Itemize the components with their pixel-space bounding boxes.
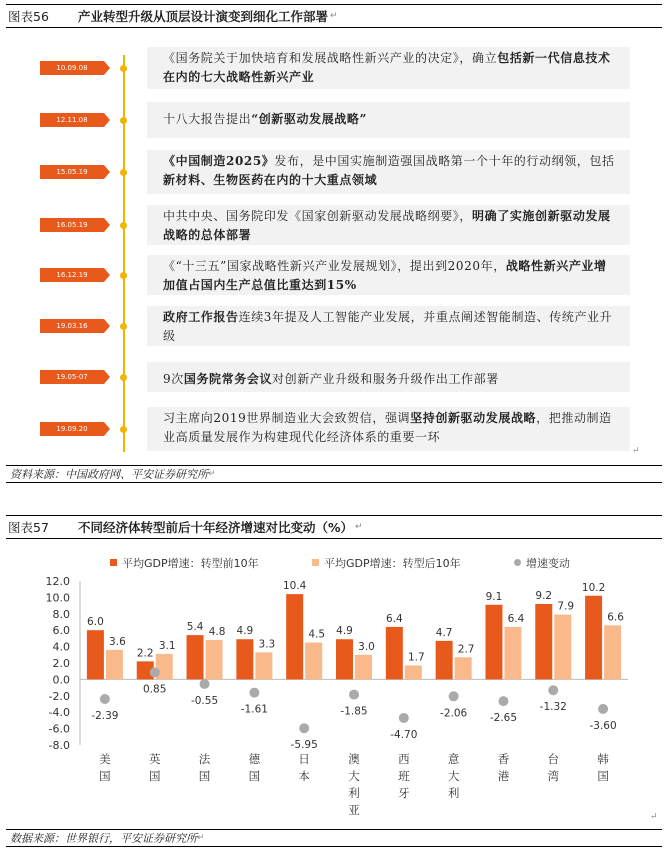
timeline-dot (120, 117, 127, 124)
timeline-event (147, 205, 630, 245)
data-label-before: 9.1 (485, 590, 503, 603)
category-label-char: 法 (198, 752, 211, 766)
return-mark-icon: ↵ (650, 812, 658, 822)
data-label-before: 10.2 (581, 581, 606, 594)
timeline-event (147, 407, 630, 451)
event-highlight: 国务院常务会议 (183, 372, 273, 386)
bar-before (535, 604, 552, 679)
bar-before (187, 635, 204, 679)
category-label-char: 港 (497, 769, 510, 783)
y-tick-label: -4.0 (48, 706, 70, 720)
data-label-change: -3.60 (589, 719, 617, 732)
category-label-char: 利 (447, 786, 460, 800)
y-tick-label: -2.0 (48, 689, 70, 703)
category-label-char: 国 (198, 769, 211, 783)
y-tick-label: -8.0 (48, 739, 70, 752)
data-label-after: 7.9 (557, 600, 575, 613)
change-marker (598, 704, 608, 714)
category-label-char: 日 (298, 752, 310, 766)
data-label-change: -0.55 (190, 694, 219, 707)
change-marker (399, 713, 409, 723)
timeline-dot (120, 323, 127, 330)
return-mark-icon: ↵ (330, 11, 338, 21)
change-marker (249, 688, 259, 698)
return-mark-icon: ↵ (197, 833, 205, 843)
data-label-before: 4.9 (336, 625, 353, 638)
category-label-char: 国 (597, 769, 609, 783)
bar-before (236, 639, 253, 679)
bar-before (336, 639, 353, 679)
legend-swatch (312, 559, 319, 566)
timeline-event (147, 47, 630, 89)
data-label-change: -4.70 (390, 728, 418, 741)
bar-before (386, 627, 403, 679)
y-tick-label: 8.0 (52, 607, 70, 621)
figure56-title-bar (6, 4, 662, 28)
data-label-after: 3.0 (358, 640, 375, 653)
timeline-date: 15.05.19 (40, 165, 104, 179)
event-highlight: 战略性新兴产业增加值占国内生产总值比重达到15% (163, 259, 607, 292)
bar-after (355, 655, 372, 680)
event-text: 《“十三五”国家战略性新兴产业发展规划》，提出到2020年， (163, 259, 506, 273)
legend-label: 平均GDP增速：转型后10年 (324, 557, 461, 570)
bar-before (485, 605, 502, 680)
timeline-dot (120, 272, 127, 279)
y-tick-label: 0.0 (52, 673, 70, 687)
figure57-source (6, 829, 662, 847)
timeline-date: 12.11.08 (40, 113, 104, 127)
bar-after (554, 615, 571, 680)
data-label-change: -2.65 (489, 712, 518, 725)
timeline-date: 16.12.19 (40, 268, 104, 282)
timeline-dot (120, 426, 127, 433)
return-mark-icon: ↵ (355, 522, 363, 532)
legend-label: 增速变动 (526, 557, 570, 570)
figure56-source (6, 465, 662, 483)
data-label-after: 3.1 (158, 639, 176, 652)
category-label-char: 西 (398, 752, 410, 766)
figure57-title: 不同经济体转型前后十年经济增速对比变动（%） (78, 520, 354, 535)
timeline-event (147, 102, 630, 138)
data-label-before: 4.7 (435, 626, 453, 639)
event-text: 9次 (163, 372, 184, 386)
change-marker (100, 694, 110, 704)
event-highlight: 坚持创新驱动发展战略 (410, 411, 537, 425)
legend-swatch (514, 559, 521, 566)
data-label-before: 6.4 (385, 612, 403, 625)
data-label-after: 6.6 (607, 611, 624, 624)
data-label-change: -1.85 (340, 705, 368, 718)
return-mark-icon: ↵ (632, 446, 640, 456)
event-text: 习主席向2019世界制造业大会致贺信，强调 (163, 411, 411, 425)
event-highlight: 《中国制造2025》 (163, 154, 275, 168)
category-label-char: 香 (497, 752, 510, 766)
category-label-char: 本 (298, 769, 310, 783)
event-text: 连续3年提及人工智能产业发展，并重点阐述智能制造、传统产业升级 (163, 310, 613, 343)
bar-after (255, 652, 272, 679)
bar-after (305, 643, 322, 680)
bar-after (405, 665, 422, 679)
event-text: ，把推动制造业高质量发展作为构建现代化经济体系的重要一环 (163, 411, 612, 444)
event-text: 对创新产业升级和服务升级作出工作部署 (272, 372, 499, 386)
category-label-char: 国 (99, 769, 111, 783)
data-label-before: 2.2 (136, 647, 154, 660)
timeline-dot (120, 169, 127, 176)
data-label-after: 3.3 (258, 638, 276, 651)
category-label-char: 大 (447, 769, 460, 783)
event-highlight: 政府工作报告 (163, 310, 239, 324)
category-label-char: 亚 (348, 803, 360, 817)
event-highlight: “创新驱动发展战略” (251, 112, 368, 126)
data-label-before: 6.0 (87, 616, 104, 629)
bar-before (286, 594, 303, 679)
bar-after (455, 657, 472, 679)
category-label-char: 牙 (398, 786, 410, 800)
timeline-date: 19.05-07 (40, 370, 104, 384)
data-label-before: 5.4 (186, 621, 204, 634)
figure57-source-text: 数据来源：世界银行，平安证券研究所 (10, 832, 197, 845)
change-marker (548, 685, 558, 695)
category-label-char: 澳 (348, 752, 360, 766)
data-label-before: 10.4 (282, 580, 307, 593)
data-label-after: 6.4 (507, 612, 525, 625)
category-label-char: 利 (348, 786, 360, 800)
timeline-axis (123, 55, 125, 452)
legend-label: 平均GDP增速：转型前10年 (122, 557, 259, 570)
bar-after (106, 650, 123, 680)
timeline-event (147, 150, 630, 194)
category-label-char: 美 (99, 752, 111, 766)
event-text: 《国务院关于加快培育和发展战略性新兴产业的决定》，确立 (163, 51, 498, 65)
data-label-after: 2.7 (457, 643, 475, 656)
change-marker (200, 679, 210, 689)
figure57-label: 图表57 (8, 520, 49, 535)
category-label-char: 大 (348, 769, 360, 783)
timeline-date: 16.05.19 (40, 218, 104, 232)
category-label-char: 英 (148, 752, 161, 766)
data-label-change: -1.61 (240, 703, 268, 716)
timeline-dot (120, 222, 127, 229)
change-marker (349, 690, 359, 700)
data-label-after: 1.7 (407, 651, 425, 664)
bar-before (87, 630, 104, 679)
timeline-dot (120, 65, 127, 72)
data-label-change: -5.95 (290, 739, 318, 752)
timeline-event (147, 362, 630, 392)
event-text: 中共中央、国务院印发《国家创新驱动发展战略纲要》， (163, 209, 473, 223)
data-label-after: 4.8 (208, 626, 226, 639)
event-highlight: 包括新一代信息技术在内的七大战略性新兴产业 (163, 51, 611, 84)
bar-before (436, 641, 453, 680)
data-label-change: -1.32 (539, 701, 567, 714)
y-tick-label: 4.0 (52, 640, 70, 654)
category-label-char: 台 (547, 752, 560, 766)
change-marker (150, 667, 160, 677)
change-marker (299, 723, 309, 733)
figure56-source-text: 资料来源：中国政府网、平安证券研究所 (10, 468, 208, 481)
data-label-change: -2.06 (440, 707, 468, 720)
category-label-char: 湾 (547, 769, 560, 783)
data-label-change: 0.85 (143, 683, 167, 696)
y-tick-label: 10.0 (45, 591, 70, 605)
data-label-after: 4.5 (308, 628, 326, 641)
y-tick-label: 12.0 (45, 575, 70, 588)
y-tick-label: -6.0 (48, 722, 70, 736)
figure57-title-bar (6, 515, 662, 539)
category-label-char: 德 (248, 752, 261, 766)
y-tick-label: 6.0 (52, 624, 70, 638)
data-label-after: 3.6 (109, 635, 126, 648)
figure56-title: 产业转型升级从顶层设计演变到细化工作部署 (78, 9, 329, 24)
event-text: 发布，是中国实施制造强国战略第一个十年的行动纲领，包括 (274, 154, 615, 168)
event-text: 十八大报告提出 (163, 112, 252, 126)
change-marker (498, 696, 508, 706)
category-label-char: 意 (447, 752, 460, 766)
bar-before (585, 596, 602, 680)
data-label-change: -2.39 (91, 709, 119, 722)
event-highlight: 新材料、生物医药在内的十大重点领域 (163, 173, 378, 187)
gdp-growth-chart (0, 545, 668, 845)
bar-after (604, 625, 621, 679)
legend-swatch (110, 559, 117, 566)
data-label-before: 4.9 (236, 625, 254, 638)
bar-after (206, 640, 223, 679)
bar-after (504, 627, 521, 679)
category-label-char: 韩 (597, 752, 609, 766)
timeline-date: 19.03.16 (40, 319, 104, 333)
timeline-dot (120, 374, 127, 381)
data-label-before: 9.2 (535, 589, 553, 602)
change-marker (449, 691, 459, 701)
timeline-date: 19.09.20 (40, 422, 104, 436)
category-label-char: 国 (148, 769, 161, 783)
timeline-date: 10.09.08 (40, 61, 104, 75)
timeline-event (147, 306, 630, 346)
return-mark-icon: ↵ (208, 469, 216, 479)
y-tick-label: 2.0 (52, 657, 70, 670)
timeline-event (147, 255, 630, 295)
figure56-label: 图表56 (8, 9, 49, 24)
event-highlight: 明确了实施创新驱动发展战略的总体部署 (163, 209, 611, 242)
category-label-char: 班 (398, 769, 410, 783)
category-label-char: 国 (248, 769, 261, 783)
